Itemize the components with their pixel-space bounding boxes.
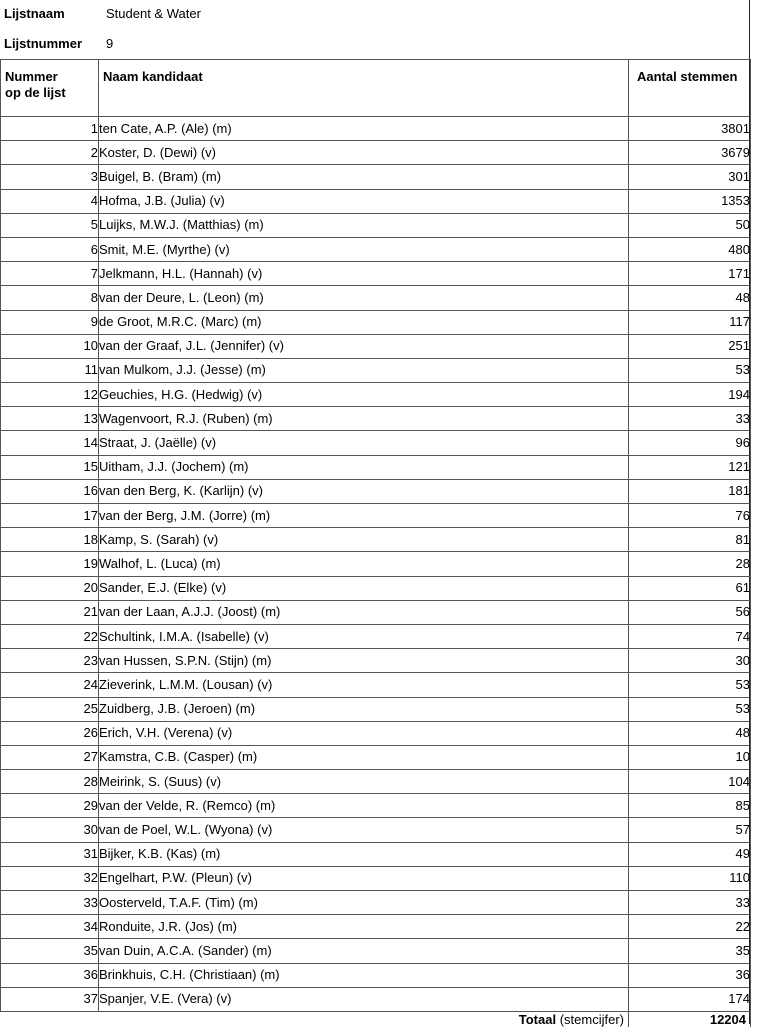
table-row (1, 165, 751, 189)
candidate-votes: 30 (629, 649, 751, 673)
candidate-name: Zieverink, L.M.M. (Lousan) (v) (99, 673, 629, 697)
list-name-label: Lijstnaam (4, 6, 65, 21)
candidate-votes: 28 (629, 552, 751, 576)
table-row (1, 915, 751, 939)
candidate-votes: 251 (629, 334, 751, 358)
candidate-votes: 56 (629, 600, 751, 624)
candidate-votes: 33 (629, 407, 751, 431)
table-row (1, 286, 751, 310)
candidate-number: 7 (1, 262, 99, 286)
candidate-votes: 53 (629, 697, 751, 721)
candidate-number: 2 (1, 141, 99, 165)
candidate-number: 26 (1, 721, 99, 745)
candidate-votes: 22 (629, 915, 751, 939)
candidate-number: 23 (1, 649, 99, 673)
candidate-number: 18 (1, 528, 99, 552)
candidate-votes: 3801 (629, 117, 751, 141)
candidate-number: 6 (1, 237, 99, 261)
table-row (1, 310, 751, 334)
candidate-number: 11 (1, 358, 99, 382)
table-row (1, 891, 751, 915)
candidate-votes: 53 (629, 673, 751, 697)
candidate-votes: 49 (629, 842, 751, 866)
candidate-votes: 50 (629, 213, 751, 237)
candidate-votes: 181 (629, 479, 751, 503)
candidate-number: 20 (1, 576, 99, 600)
table-row (1, 383, 751, 407)
candidate-votes: 121 (629, 455, 751, 479)
candidate-votes: 85 (629, 794, 751, 818)
total-label (99, 1011, 629, 1027)
candidate-name: Engelhart, P.W. (Pleun) (v) (99, 866, 629, 890)
candidate-name: Schultink, I.M.A. (Isabelle) (v) (99, 624, 629, 648)
table-row (1, 770, 751, 794)
candidate-number: 17 (1, 504, 99, 528)
table-row (1, 141, 751, 165)
candidate-number: 24 (1, 673, 99, 697)
candidate-number: 13 (1, 407, 99, 431)
total-value: 12204 (629, 1011, 751, 1027)
candidate-votes: 301 (629, 165, 751, 189)
candidate-votes: 171 (629, 262, 751, 286)
candidate-name: Geuchies, H.G. (Hedwig) (v) (99, 383, 629, 407)
total-spacer (1, 1011, 99, 1027)
list-number-label: Lijstnummer (4, 36, 83, 51)
candidate-name: Walhof, L. (Luca) (m) (99, 552, 629, 576)
candidate-name: van der Graaf, J.L. (Jennifer) (v) (99, 334, 629, 358)
candidate-name: Kamstra, C.B. (Casper) (m) (99, 745, 629, 769)
candidate-votes: 48 (629, 721, 751, 745)
list-number-value: 9 (106, 36, 114, 51)
candidate-number: 22 (1, 624, 99, 648)
table-row (1, 455, 751, 479)
table-row (1, 624, 751, 648)
table-row (1, 189, 751, 213)
candidate-number: 12 (1, 383, 99, 407)
table-row (1, 407, 751, 431)
candidate-name: Wagenvoort, R.J. (Ruben) (m) (99, 407, 629, 431)
table-row (1, 939, 751, 963)
candidate-number: 32 (1, 866, 99, 890)
candidate-number: 8 (1, 286, 99, 310)
candidate-votes: 10 (629, 745, 751, 769)
candidate-name: van der Velde, R. (Remco) (m) (99, 794, 629, 818)
candidate-number: 19 (1, 552, 99, 576)
candidate-number: 31 (1, 842, 99, 866)
candidate-name: Uitham, J.J. (Jochem) (m) (99, 455, 629, 479)
candidate-number: 34 (1, 915, 99, 939)
table-row (1, 334, 751, 358)
candidate-name: Brinkhuis, C.H. (Christiaan) (m) (99, 963, 629, 987)
table-row (1, 987, 751, 1011)
table-row (1, 262, 751, 286)
table-header-row (1, 60, 751, 117)
table-row (1, 504, 751, 528)
candidates-body (1, 117, 751, 1012)
table-row (1, 673, 751, 697)
candidate-number: 5 (1, 213, 99, 237)
candidate-number: 37 (1, 987, 99, 1011)
candidate-votes: 33 (629, 891, 751, 915)
candidate-name: Hofma, J.B. (Julia) (v) (99, 189, 629, 213)
table-row (1, 649, 751, 673)
candidate-name: van de Poel, W.L. (Wyona) (v) (99, 818, 629, 842)
candidate-number: 4 (1, 189, 99, 213)
table-row (1, 697, 751, 721)
candidate-votes: 104 (629, 770, 751, 794)
candidate-number: 28 (1, 770, 99, 794)
candidate-number: 10 (1, 334, 99, 358)
candidate-name: van der Berg, J.M. (Jorre) (m) (99, 504, 629, 528)
candidate-number: 36 (1, 963, 99, 987)
candidate-votes: 74 (629, 624, 751, 648)
candidate-name: Zuidberg, J.B. (Jeroen) (m) (99, 697, 629, 721)
table-row (1, 213, 751, 237)
candidate-name: Meirink, S. (Suus) (v) (99, 770, 629, 794)
candidate-votes: 174 (629, 987, 751, 1011)
header-number-line2: op de lijst (5, 85, 66, 100)
table-row (1, 794, 751, 818)
table-row (1, 358, 751, 382)
candidate-number: 27 (1, 745, 99, 769)
table-row (1, 721, 751, 745)
candidate-votes: 480 (629, 237, 751, 261)
candidate-name: van Duin, A.C.A. (Sander) (m) (99, 939, 629, 963)
table-row (1, 237, 751, 261)
candidate-name: Sander, E.J. (Elke) (v) (99, 576, 629, 600)
candidate-number: 21 (1, 600, 99, 624)
candidate-name: Straat, J. (Jaëlle) (v) (99, 431, 629, 455)
list-name-value: Student & Water (106, 6, 201, 21)
candidate-votes: 3679 (629, 141, 751, 165)
candidate-votes: 110 (629, 866, 751, 890)
candidate-name: Kamp, S. (Sarah) (v) (99, 528, 629, 552)
table-row (1, 479, 751, 503)
candidate-votes: 53 (629, 358, 751, 382)
candidate-name: Spanjer, V.E. (Vera) (v) (99, 987, 629, 1011)
table-row (1, 600, 751, 624)
candidate-name: Smit, M.E. (Myrthe) (v) (99, 237, 629, 261)
candidate-name: Oosterveld, T.A.F. (Tim) (m) (99, 891, 629, 915)
table-row (1, 842, 751, 866)
candidate-votes: 48 (629, 286, 751, 310)
candidate-number: 15 (1, 455, 99, 479)
table-row (1, 528, 751, 552)
candidate-votes: 1353 (629, 189, 751, 213)
candidate-name: van den Berg, K. (Karlijn) (v) (99, 479, 629, 503)
candidate-name: Jelkmann, H.L. (Hannah) (v) (99, 262, 629, 286)
total-label-rest: (stemcijfer) (559, 1011, 624, 1027)
candidate-number: 16 (1, 479, 99, 503)
candidate-number: 9 (1, 310, 99, 334)
candidate-number: 30 (1, 818, 99, 842)
candidate-votes: 81 (629, 528, 751, 552)
candidate-number: 35 (1, 939, 99, 963)
table-row (1, 745, 751, 769)
candidate-number: 14 (1, 431, 99, 455)
candidate-number: 3 (1, 165, 99, 189)
candidate-votes: 76 (629, 504, 751, 528)
candidate-number: 1 (1, 117, 99, 141)
candidate-name: ten Cate, A.P. (Ale) (m) (99, 117, 629, 141)
total-row (1, 1011, 751, 1027)
header-number (1, 60, 99, 117)
candidate-name: Ronduite, J.R. (Jos) (m) (99, 915, 629, 939)
header-name: Naam kandidaat (99, 60, 629, 117)
candidate-number: 29 (1, 794, 99, 818)
table-row (1, 431, 751, 455)
total-label-bold: Totaal (518, 1011, 557, 1027)
candidate-name: Buigel, B. (Bram) (m) (99, 165, 629, 189)
candidates-table (0, 59, 751, 1027)
candidate-name: Luijks, M.W.J. (Matthias) (m) (99, 213, 629, 237)
table-row (1, 117, 751, 141)
candidate-name: van der Laan, A.J.J. (Joost) (m) (99, 600, 629, 624)
candidate-number: 33 (1, 891, 99, 915)
candidate-votes: 194 (629, 383, 751, 407)
candidate-votes: 96 (629, 431, 751, 455)
table-row (1, 818, 751, 842)
header-votes: Aantal stemmen (629, 60, 751, 117)
candidate-number: 25 (1, 697, 99, 721)
candidate-name: Bijker, K.B. (Kas) (m) (99, 842, 629, 866)
candidate-name: van der Deure, L. (Leon) (m) (99, 286, 629, 310)
candidate-votes: 36 (629, 963, 751, 987)
table-row (1, 552, 751, 576)
candidate-votes: 117 (629, 310, 751, 334)
candidate-votes: 57 (629, 818, 751, 842)
candidate-name: de Groot, M.R.C. (Marc) (m) (99, 310, 629, 334)
candidate-votes: 35 (629, 939, 751, 963)
header-number-line1: Nummer (5, 69, 58, 84)
candidate-name: Erich, V.H. (Verena) (v) (99, 721, 629, 745)
table-row (1, 963, 751, 987)
table-row (1, 576, 751, 600)
candidate-name: Koster, D. (Dewi) (v) (99, 141, 629, 165)
candidate-votes: 61 (629, 576, 751, 600)
table-row (1, 866, 751, 890)
candidate-name: van Hussen, S.P.N. (Stijn) (m) (99, 649, 629, 673)
candidate-name: van Mulkom, J.J. (Jesse) (m) (99, 358, 629, 382)
